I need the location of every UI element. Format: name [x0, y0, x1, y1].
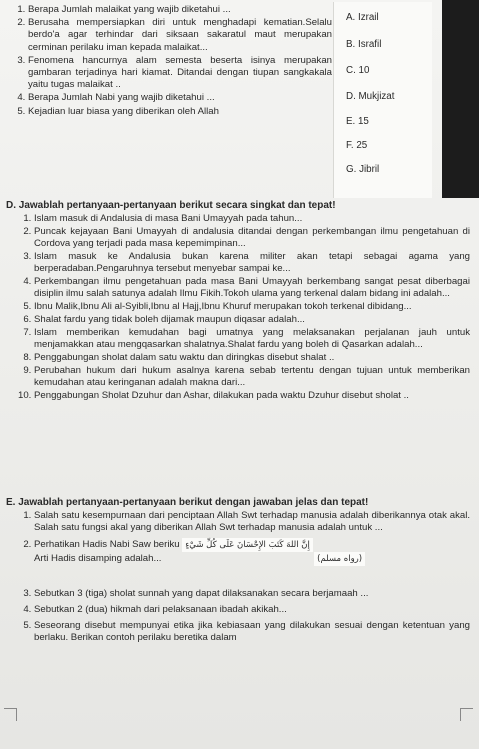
- section-d: [6, 200, 476, 403]
- matching-item: 1. Berapa Jumlah malaikat yang wajib diketahui ...: [28, 4, 332, 16]
- option-a: A. Izrail: [346, 12, 379, 23]
- matching-item: 5. Kejadian luar biasa yang diberikan oleh Allah: [28, 106, 332, 118]
- matching-item: 2. Berusaha mempersiapkan diri untuk menghadapi kematian.Selalu berdo'a agar terhindar dari siksaan sakaratul maut merupakan cerminan perilaku iman kepada malaikat...: [28, 17, 332, 54]
- corner-mark-right: [460, 708, 473, 721]
- option-d: D. Mukjizat: [346, 91, 395, 102]
- question-item: 10. Penggabungan Sholat Dzuhur dan Ashar, dilakukan pada waktu Dzuhur disebut sholat ..: [34, 390, 476, 402]
- option-b: B. Israfil: [346, 39, 382, 50]
- background-edge: [442, 0, 479, 198]
- essay-item-2: [34, 538, 476, 584]
- matching-questions: [6, 4, 332, 119]
- hadis-intro: Perhatikan Hadis Nabi Saw beriku: [34, 539, 180, 550]
- corner-mark-left: [4, 708, 17, 721]
- option-g: G. Jibril: [346, 164, 380, 175]
- option-e: E. 15: [346, 116, 369, 127]
- question-item: 5. Ibnu Malik,Ibnu Ali al-Syibli,Ibnu al Hajj,Ibnu Khuruf merupakan tokoh terkenal dibidang...: [34, 301, 476, 313]
- question-item: 3. Islam masuk ke Andalusia bukan karena militer akan tetapi sebagai agama yang berperadaban.Pengaruhnya tersebut menyebar sampai ke...: [34, 251, 476, 275]
- section-e-title: E. Jawablah pertanyaan-pertanyaan berikut dengan jawaban jelas dan tepat!: [6, 497, 369, 508]
- option-c: C. 10: [346, 65, 370, 76]
- question-item: 1. Islam masuk di Andalusia di masa Bani Umayyah pada tahun...: [34, 213, 476, 225]
- hadis-meaning: Arti Hadis disamping adalah...: [34, 553, 162, 564]
- essay-item-3: 3. Sebutkan 3 (tiga) sholat sunnah yang dapat dilaksanakan secara berjamaah ...: [34, 588, 476, 600]
- essay-item-4: 4. Sebutkan 2 (dua) hikmah dari pelaksanaan ibadah akikah...: [34, 604, 476, 616]
- hadis-arabic: إِنَّ اللهَ كَتَبَ الإِحْسَانَ عَلَى كُلِّ شَيْءٍ: [182, 538, 313, 552]
- section-e: [6, 497, 476, 648]
- matching-item: 4. Berapa Jumlah Nabi yang wajib diketahui ...: [28, 92, 332, 104]
- question-item: 6. Shalat fardu yang tidak boleh dijamak maupun diqasar adalah...: [34, 314, 476, 326]
- matching-options: [333, 2, 432, 198]
- question-item: 9. Perubahan hukum dari hukum asalnya karena sebab tertentu dengan tujuan untuk memberikan kemudahan atau keringanan adalah makna dari...: [34, 365, 476, 389]
- question-item: 7. Islam memberikan kemudahan bagi umatnya yang melaksanakan perjalanan jauh untuk menjamakkan atau mengqasarkan shalatnya.Shalat fardu yang boleh di Qasarkan adalah...: [34, 327, 476, 351]
- question-item: 4. Perkembangan ilmu pengetahuan pada masa Bani Umayyah berkembang sangat pesat diberbagai disiplin ilmu salah satunya adalah Ilmu Fikih.Tokoh ulama yang terkenal dalam bidang ini adalah...: [34, 276, 476, 300]
- matching-item: 3. Fenomena hancurnya alam semesta beserta isinya merupakan gambaran terjadinya hari kiamat. Ditandai dengan tiupan sangkakala yaitu tugas malaikat ..: [28, 55, 332, 92]
- essay-item-1: 1. Salah satu kesempurnaan dari penciptaan Allah Swt terhadap manusia adalah diberikannya otak akal. Salah satu fungsi akal yang diberikan Allah Swt terhadap manusia adalah untuk ...: [34, 510, 476, 534]
- hadis-source: (رواه مسلم): [314, 552, 365, 566]
- question-item: 8. Penggabungan sholat dalam satu waktu dan diringkas disebut shalat ..: [34, 352, 476, 364]
- essay-item-5: 5. Seseorang disebut mempunyai etika jika kebiasaan yang dilakukan sesuai dengan ketentuan yang berlaku. Berikan contoh perilaku beretika dalam: [34, 620, 476, 644]
- question-item: 2. Puncak kejayaan Bani Umayyah di andalusia ditandai dengan perkembangan ilmu pengetahuan di Cordova yang terjadi pada masa kepemimpinan...: [34, 226, 476, 250]
- option-f: F. 25: [346, 140, 368, 151]
- section-d-title: D. Jawablah pertanyaan-pertanyaan berikut secara singkat dan tepat!: [6, 200, 336, 211]
